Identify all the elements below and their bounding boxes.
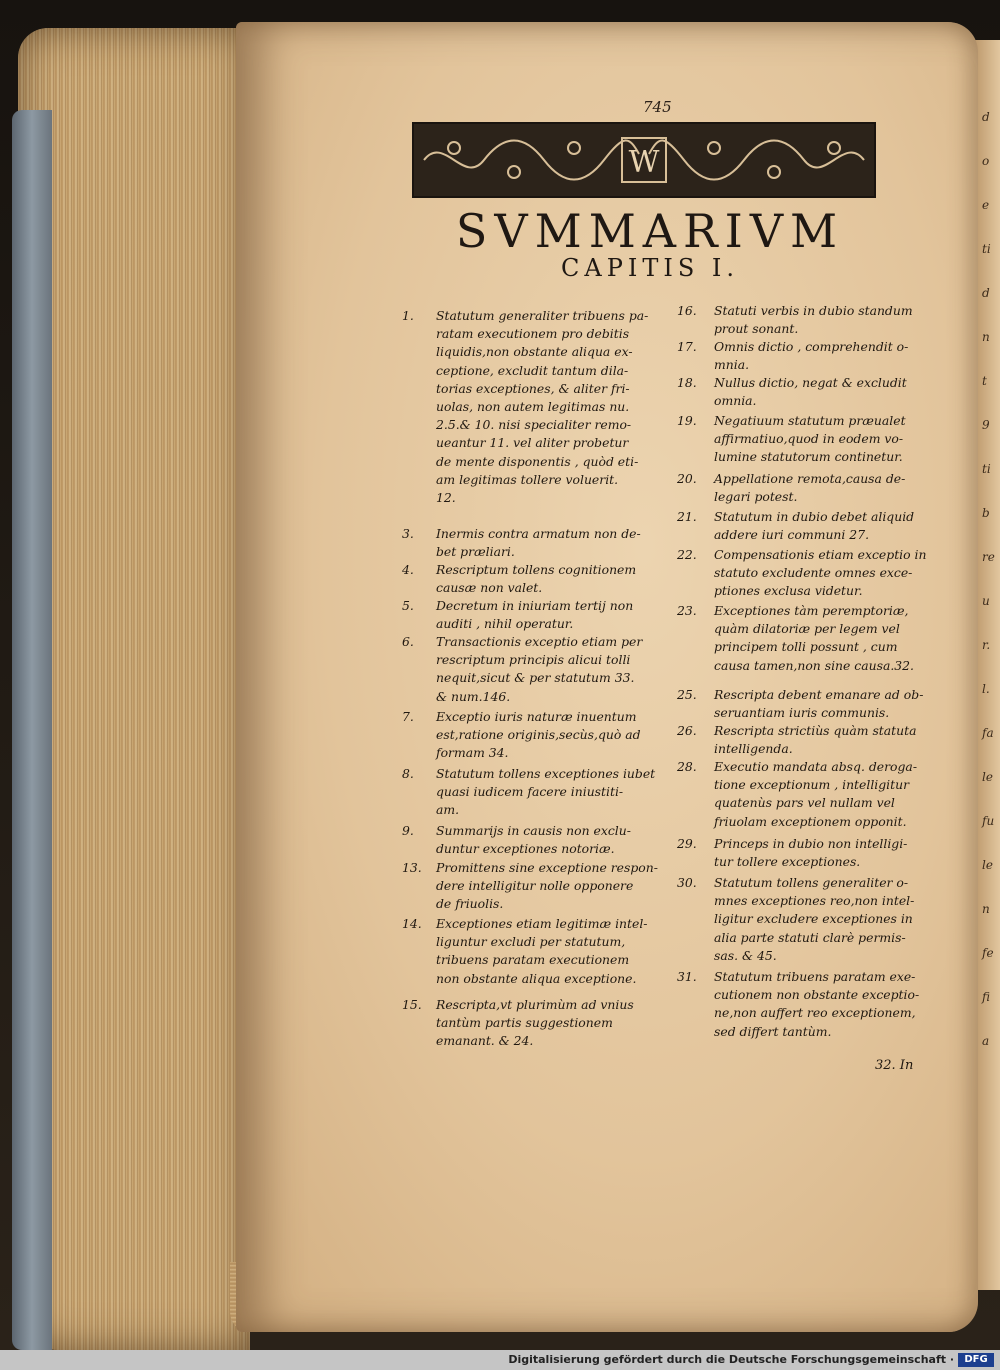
entry-text: Princeps in dubio non intelligi- tur tollere exceptiones. (714, 836, 908, 870)
facing-page-mark: fe (982, 946, 994, 960)
entry-number: 17. (677, 339, 697, 354)
entry-text: Transactionis exceptio etiam per rescriptum principis alicui tolli nequit,sicut & per statutum 33. & num.146. (436, 634, 643, 704)
entry-text: Nullus dictio, negat & excludit omnia. (714, 375, 907, 409)
entry-number: 28. (677, 759, 697, 774)
entry-number: 30. (677, 875, 697, 890)
catchword: 32. In (875, 1058, 914, 1073)
facing-page-mark: b (982, 506, 990, 520)
entry-text: Rescripta debent emanare ad ob- seruantiam iuris communis. (714, 687, 924, 721)
entry-number: 9. (402, 823, 414, 838)
entry-number: 7. (402, 709, 414, 724)
entry-number: 14. (402, 916, 422, 931)
entry-text: Exceptiones etiam legitimæ intel- liguntur excludi per statutum, tribuens paratam executionem non obstante aliqua exceptione. (436, 916, 648, 986)
headpiece-letter: W (628, 145, 660, 180)
entry-text: Executio mandata absq. deroga- tione exceptionum , intelligitur quatenùs pars vel nullam vel friuolam exceptionem opponit. (714, 759, 918, 829)
facing-page-mark: a (982, 1034, 990, 1048)
facing-page-mark: re (982, 550, 995, 564)
entry-number: 1. (402, 308, 414, 323)
entry-number: 21. (677, 509, 697, 524)
footer-bar (0, 1350, 1000, 1370)
entry-text: Summarijs in causis non exclu- duntur exceptiones notoriæ. (436, 823, 631, 857)
dfg-logo: DFG (958, 1353, 994, 1367)
entry-text: Statutum tollens generaliter o- mnes exceptiones reo,non intel- ligitur excludere exceptiones in alia parte statuti clarè permis- sas. & 45. (714, 875, 915, 963)
facing-page-mark: t (982, 374, 987, 388)
entry-text: Rescripta strictiùs quàm statuta intelligenda. (714, 723, 917, 757)
book-cover (12, 110, 52, 1350)
entry-text: Omnis dictio , comprehendit o- mnia. (714, 339, 909, 373)
facing-page-mark: ti (982, 462, 991, 476)
entry-text: Statutum in dubio debet aliquid addere iuri communi 27. (714, 509, 915, 543)
entry-text: Compensationis etiam exceptio in statuto excludente omnes exce- ptiones exclusa videtur. (714, 547, 927, 599)
entry-text: Rescriptum tollens cognitionem causæ non valet. (436, 562, 637, 596)
entry-text: Decretum in iniuriam tertij non auditi , nihil operatur. (436, 598, 634, 632)
entry-text: Exceptiones tàm peremptoriæ, quàm dilatoriæ per legem vel principem tolli possunt , cum causa tamen,non sine causa.32. (714, 603, 914, 673)
facing-page-mark: e (982, 198, 990, 212)
facing-page-mark: n (982, 902, 990, 916)
entry-number: 3. (402, 526, 414, 541)
entry-text: Exceptio iuris naturæ inuentum est,ratione originis,secùs,quò ad formam 34. (436, 709, 641, 761)
entry-text: Appellatione remota,causa de- legari potest. (714, 471, 906, 505)
page-subtitle: CAPITIS I. (561, 254, 739, 282)
facing-page-mark: fu (982, 814, 995, 828)
facing-page-mark: r. (982, 638, 991, 652)
entry-number: 18. (677, 375, 697, 390)
entry-number: 4. (402, 562, 414, 577)
entry-number: 13. (402, 860, 422, 875)
entry-text: Statutum tollens exceptiones iubet quasi iudicem facere iniustiti- am. (436, 766, 656, 818)
facing-page-mark: 9 (982, 418, 990, 432)
entry-number: 29. (677, 836, 697, 851)
footer-credit: Digitalisierung gefördert durch die Deutsche Forschungsgemeinschaft · (508, 1353, 954, 1366)
facing-page-mark: le (982, 858, 993, 872)
entry-text: Statuti verbis in dubio standum prout sonant. (714, 303, 913, 337)
facing-page-mark: fa (982, 726, 994, 740)
facing-page-mark: ti (982, 242, 991, 256)
entry-number: 5. (402, 598, 414, 613)
facing-page-mark: le (982, 770, 993, 784)
entry-text: Inermis contra armatum non de- bet præliari. (436, 526, 641, 560)
entry-number: 8. (402, 766, 414, 781)
entry-text: Statutum generaliter tribuens pa- ratam executionem pro debitis liquidis,non obstante aliqua ex- ceptione, excludit tantum dila- torias exceptiones, & aliter fri- uolas, non autem legitimas nu. 2.5.& 10. nisi specialiter remo- ueantur 11. vel aliter probetur de mente disponentis , quòd eti- am legitimas tollere voluerit. 12. (436, 308, 649, 506)
entry-number: 25. (677, 687, 697, 702)
entry-text: Promittens sine exceptione respon- dere intelligitur nolle opponere de friuolis. (436, 860, 658, 912)
entry-number: 20. (677, 471, 697, 486)
facing-page-mark: d (982, 110, 990, 124)
entry-number: 22. (677, 547, 697, 562)
entry-number: 16. (677, 303, 697, 318)
page-title: SVMMARIVM (455, 204, 845, 258)
facing-page-mark: u (982, 594, 990, 608)
entry-text: Negatiuum statutum præualet affirmatiuo,quod in eodem vo- lumine statutorum continetur. (714, 413, 906, 465)
facing-page-mark: d (982, 286, 990, 300)
entry-number: 26. (677, 723, 697, 738)
ornamental-headpiece (412, 122, 876, 198)
facing-page-mark: o (982, 154, 990, 168)
entry-number: 6. (402, 634, 414, 649)
entry-number: 23. (677, 603, 697, 618)
entry-number: 31. (677, 969, 697, 984)
facing-page-mark: n (982, 330, 990, 344)
facing-page-mark: l. (982, 682, 990, 696)
facing-page-mark: fi (982, 990, 991, 1004)
entry-number: 15. (402, 997, 422, 1012)
page-number: 745 (643, 98, 672, 116)
entry-text: Rescripta,vt plurimùm ad vnius tantùm partis suggestionem emanant. & 24. (436, 997, 634, 1049)
entry-number: 19. (677, 413, 697, 428)
page-edges (18, 28, 250, 1350)
entry-text: Statutum tribuens paratam exe- cutionem non obstante exceptio- ne,non auffert reo exceptionem, sed differt tantùm. (714, 969, 920, 1039)
